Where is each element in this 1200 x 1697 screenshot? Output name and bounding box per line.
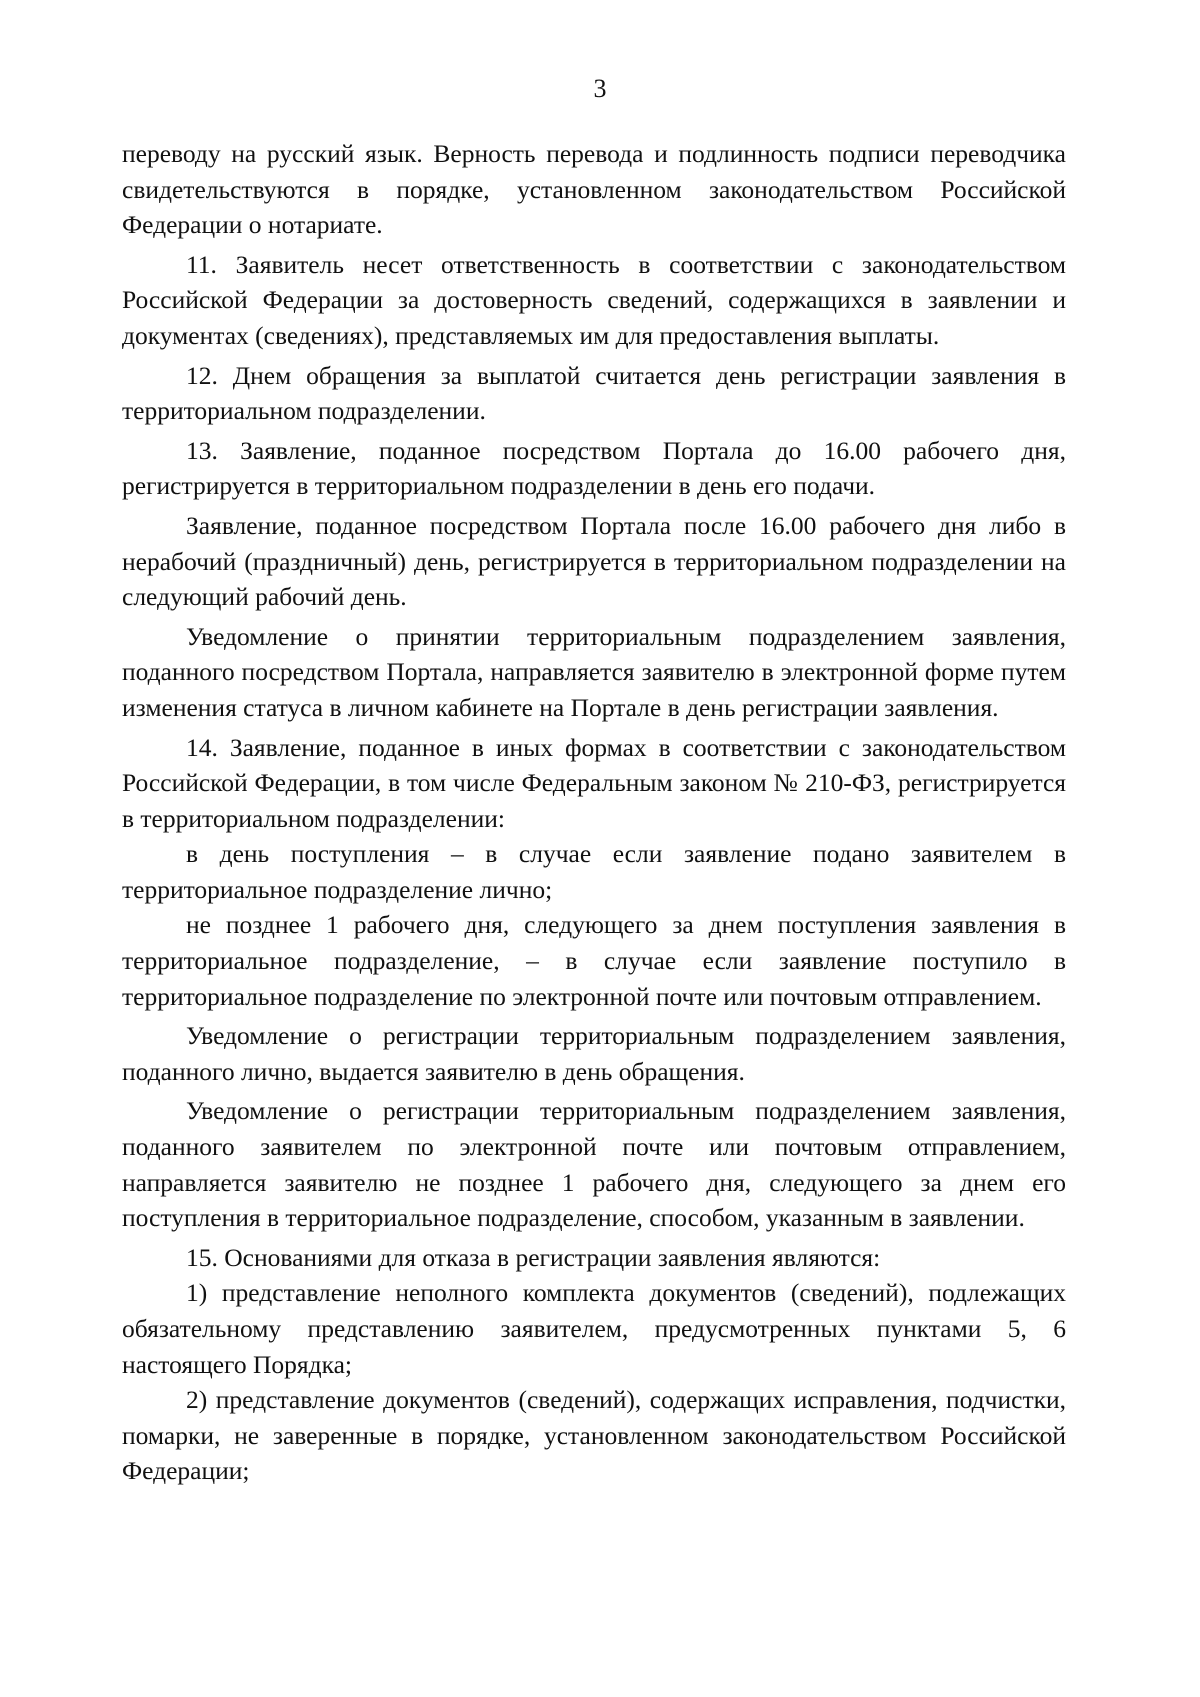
paragraph-mail-notification: Уведомление о регистрации территориальным подразделением заявления, поданного заявителем по электронной почте или почтовым отправлением, направляется заявителю не позднее 1 рабочего дня, следующего за днем его поступления в территориальное подразделение, способом, указанным в заявлении. [122, 1096, 1066, 1233]
paragraph-ground-1: 1) представление неполного комплекта документов (сведений), подлежащих обязательному представлению заявителем, предусмотренных пунктами 5, 6 настоящего Порядка; [122, 1278, 1066, 1379]
paragraph-in-person-registration: в день поступления – в случае если заявление подано заявителем в территориальное подразделение лично; [122, 839, 1066, 904]
paragraph-portal-notification: Уведомление о принятии территориальным подразделением заявления, поданного посредством Портала, направляется заявителю в электронной форме путем изменения статуса в личном кабинете на Портале в день регистрации заявления. [122, 621, 1066, 722]
paragraph-continuation: переводу на русский язык. Верность перевода и подлинность подписи переводчика свидетельствуются в порядке, установленном законодательством Российской Федерации о нотариате. [122, 139, 1066, 240]
page-number: 3 [593, 74, 607, 103]
paragraph-item-11: 11. Заявитель несет ответственность в соответствии с законодательством Российской Федерации за достоверность сведений, содержащихся в заявлении и документах (сведениях), представляемых им для предоставления выплаты. [122, 249, 1066, 350]
paragraph-item-15: 15. Основаниями для отказа в регистрации заявления являются: [186, 1242, 881, 1272]
paragraph-ground-2: 2) представление документов (сведений), содержащих исправления, подчистки, помарки, не заверенные в порядке, установленном законодательством Российской Федерации; [122, 1385, 1066, 1486]
paragraph-item-13: 13. Заявление, поданное посредством Портала до 16.00 рабочего дня, регистрируется в территориальном подразделении в день его подачи. [122, 435, 1066, 501]
paragraph-portal-after-hours: Заявление, поданное посредством Портала после 16.00 рабочего дня либо в нерабочий (праздничный) день, регистрируется в территориальном подразделении на следующий рабочий день. [122, 510, 1066, 612]
document-body [122, 136, 1066, 1493]
paragraph-mail-registration: не позднее 1 рабочего дня, следующего за днем поступления заявления в территориальное подразделение, – в случае если заявление поступило в территориальное подразделение по электронной почте или почтовым отправлением. [122, 910, 1066, 1011]
paragraph-in-person-notification: Уведомление о регистрации территориальным подразделением заявления, поданного лично, выдается заявителю в день обращения. [122, 1021, 1066, 1086]
paragraph-item-14: 14. Заявление, поданное в иных формах в соответствии с законодательством Российской Федерации, в том числе Федеральным законом № 210-ФЗ, регистрируется в территориальном подразделении: [122, 732, 1066, 833]
paragraph-item-12: 12. Днем обращения за выплатой считается день регистрации заявления в территориальном подразделении. [122, 360, 1066, 426]
